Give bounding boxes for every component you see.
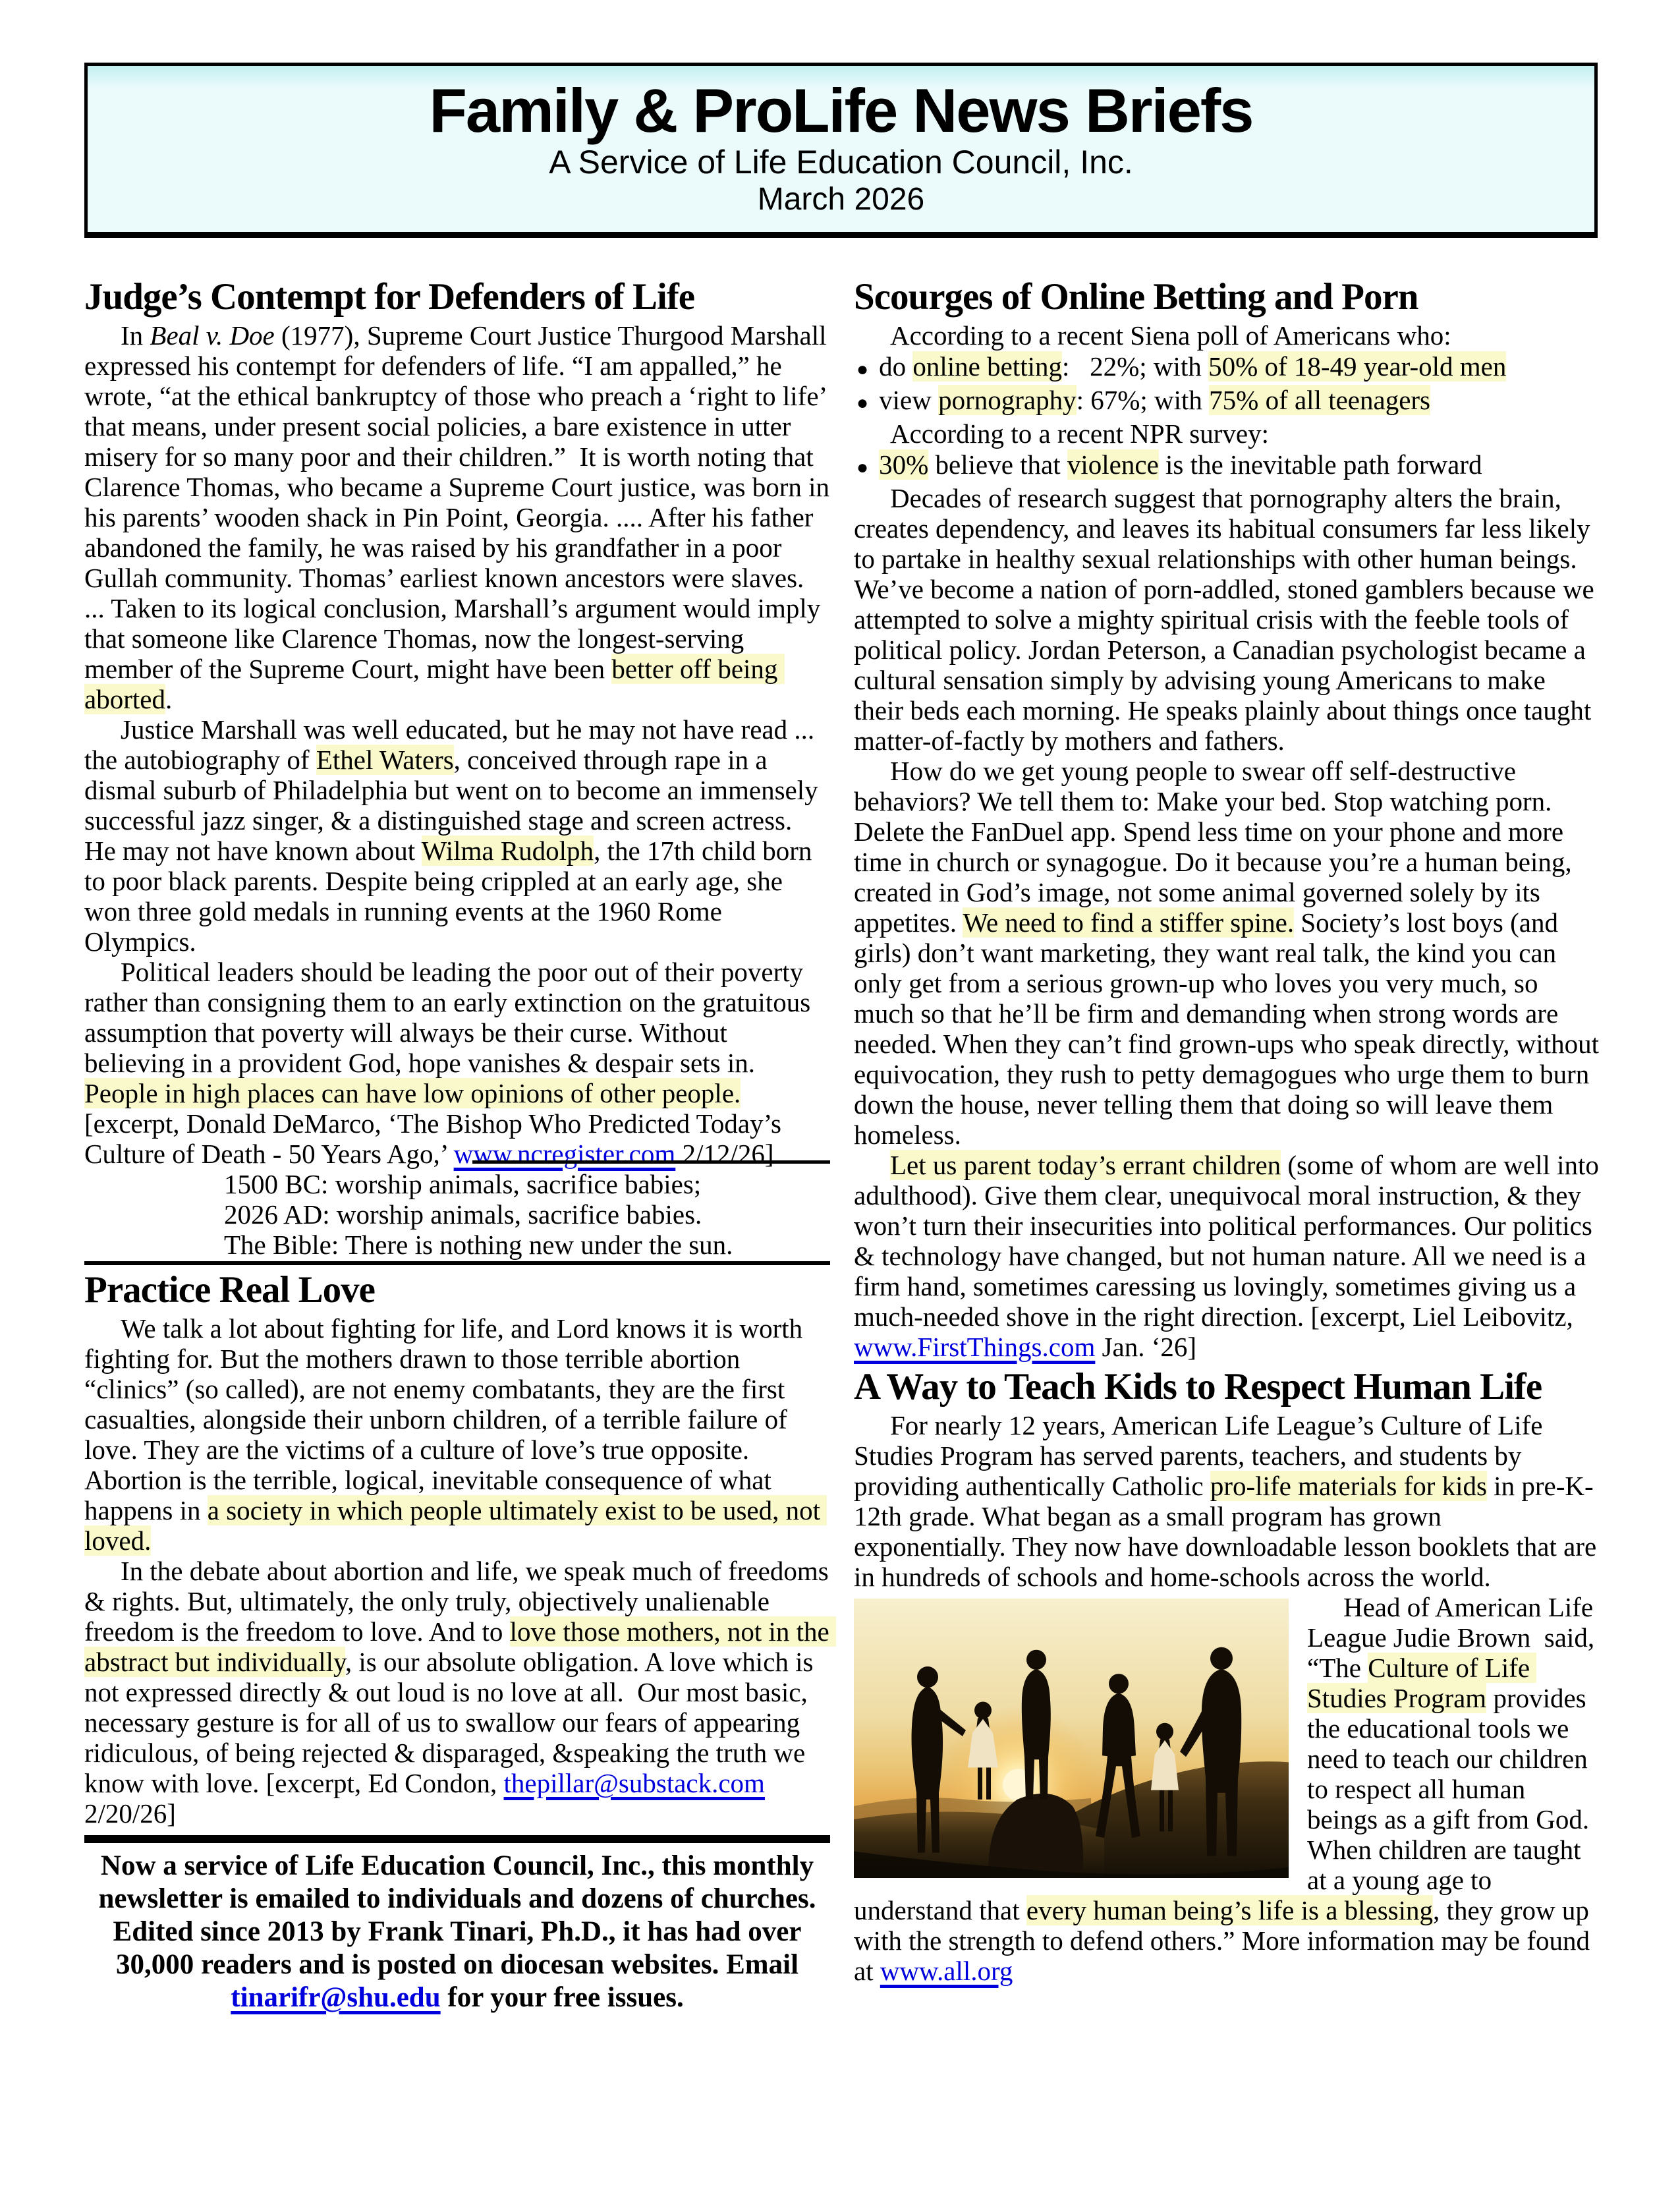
newsletter-subtitle: A Service of Life Education Council, Inc.	[549, 143, 1133, 181]
paragraph	[84, 1556, 836, 1829]
hyperlink[interactable]: tinarifr@shu.edu	[231, 1982, 441, 2014]
survey-intro-line	[854, 418, 1600, 449]
highlighted-text: better off being aborted	[84, 653, 785, 714]
poll-bullet-item	[854, 449, 1600, 483]
poll-bullet-text	[879, 385, 1600, 416]
poll-intro-line	[854, 320, 1600, 351]
text-run: (1977), Supreme Court Justice Thurgood Marshall expressed his contempt for defenders of life. “I am appalled,” he wrote, “at the ethical bankruptcy of those who preach a ‘right to life’ that means, under present social policies, a bare existence in utter misery for so many poor and their children.” It is worth noting that Clarence Thomas, who became a Supreme Court justice, was born in his parents’ wooden shack in Pin Point, Georgia. .... After his father abandoned the family, he was raised by his grandfather in a poor Gullah community. Thomas’ earliest known ancestors were slaves. ... Taken to its logical conclusion, Marshall’s argument would imply that someone like Clarence Thomas, now the longest-serving member of the Supreme Court, might have been	[84, 320, 837, 684]
highlighted-text: a society in which people ultimately exist to be used, not loved.	[84, 1495, 827, 1556]
bullet-icon: ●	[856, 358, 869, 380]
text-run: In the debate about abortion and life, we speak much of freedoms & rights. But, ultimately, the only truly, objectively unalienable freedom is the freedom to love. And to	[84, 1556, 835, 1647]
text-run: According to a recent NPR survey:	[890, 418, 1269, 449]
poll-bullet-item	[854, 385, 1600, 418]
paragraph	[854, 1410, 1604, 1593]
highlighted-text: Culture of Life Studies Program	[1307, 1653, 1537, 1714]
highlighted-text: People in high places can have low opinions of other people.	[84, 1077, 741, 1108]
highlighted-text: We need to find a stiffer spine.	[963, 907, 1295, 938]
text-run: [excerpt, Donald DeMarco, ‘The Bishop Who Predicted Today’s Culture of Death - 50 Years Ago,’	[84, 1077, 789, 1169]
text-run: Head of American Life League Judie Brown said, “The	[1307, 1592, 1602, 1684]
text-run: In	[121, 320, 150, 351]
text-run: view	[879, 384, 939, 415]
article-heading-scourges: Scourges of Online Betting and Porn	[854, 275, 1418, 318]
epigram-box	[84, 1169, 830, 1265]
text-run: Political leaders should be leading the poor out of their poverty rather than consigning them to an early extinction on the gratuitous assumption that poverty will always be their curse. Without believing in a provident God, hope vanishes & despair sets in.	[84, 956, 818, 1078]
family-silhouette-sunset-photo	[854, 1599, 1289, 1878]
text-run: 2/20/26]	[84, 1768, 772, 1829]
text-run: (some of whom are well into adulthood). Give them clear, unequivocal moral instruction, & they won’t turn their insecurities into political performances. Our politics & technology have changed, but not human nature. All we need is a firm hand, sometimes caressing us lovingly, sometimes giving us a much-needed shove in the right direction. [excerpt, Liel Leibovitz,	[854, 1149, 1606, 1332]
text-run: According to a recent Siena poll of Americans who:	[890, 320, 1451, 351]
epigram-line: The Bible: There is nothing new under the sun.	[224, 1229, 733, 1260]
highlighted-text: 30%	[879, 449, 929, 480]
text-run: How do we get young people to swear off self-destructive behaviors? We tell them to: Make your bed. Stop watching porn. Delete the FanDuel app. Spend less time on your phone and more time in church or synagogue. Do it because you’re a human being, created in God’s image, not some animal governed solely by its appetites.	[854, 755, 1579, 938]
bullet-icon: ●	[856, 391, 869, 414]
text-run: in pre-K-12th grade. What began as a small program has grown exponentially. They now have downloadable lesson booklets that are in hundreds of schools and home-schools across the world.	[854, 1471, 1604, 1593]
hyperlink[interactable]: www.ncregister.com	[453, 1138, 676, 1169]
text-run: believe that	[928, 449, 1067, 480]
issue-date: March 2026	[757, 181, 925, 217]
epigram-line: 1500 BC: worship animals, sacrifice babies;	[224, 1168, 702, 1199]
article-heading-judges-contempt: Judge’s Contempt for Defenders of Life	[84, 275, 695, 318]
text-run: For nearly 12 years, American Life League’s Culture of Life Studies Program has served parents, teachers, and students by providing authentically Catholic	[854, 1410, 1550, 1502]
text-run: .	[165, 683, 173, 714]
text-run: , is our absolute obligation. A love which is not expressed directly & out loud is no love at all. Our most basic, necessary gesture is for all of us to swallow our fears of appearing ridiculous, of being rejected & disparaged, &speaking the truth we know with love. [excerpt, Ed Condon,	[84, 1647, 820, 1799]
text-run: Jan. ‘26]	[1095, 1331, 1197, 1362]
text-run: Now a service of Life Education Council, Inc., this monthly newsletter is emailed to individuals and dozens of churches. Edited since 2013 by Frank Tinari, Ph.D., it has had over 30,000 readers and is posted on diocesan websites. Email	[98, 1850, 824, 1981]
text-run: Justice Marshall was well educated, but he may not have read ... the autobiography of	[84, 714, 822, 775]
epigram-line: 2026 AD: worship animals, sacrifice babies.	[224, 1199, 702, 1230]
left-column	[84, 272, 837, 2015]
highlighted-text: 75% of all teenagers	[1209, 384, 1430, 415]
poll-bullet-text	[879, 449, 1600, 480]
text-run: , the 17th child born to poor black parents. Despite being crippled at an early age, she won three gold medals in running events at the 1960 Rome Olympics.	[84, 835, 819, 957]
highlighted-text: love those mothers, not in the abstract but individually	[84, 1616, 836, 1678]
text-run: do	[879, 351, 913, 382]
text-run: : 67%; with	[1076, 384, 1210, 415]
photo-paragraph	[854, 1592, 1600, 1986]
highlighted-text: every human being’s life is a blessing	[1026, 1895, 1434, 1926]
newsletter-title: Family & ProLife News Briefs	[429, 76, 1253, 145]
highlighted-text: violence	[1067, 449, 1159, 480]
highlighted-text: online betting	[912, 351, 1062, 382]
text-run: for your free issues.	[440, 1982, 684, 2014]
paragraph	[854, 755, 1606, 1150]
paragraph	[84, 957, 830, 1169]
highlighted-text: 50% of 18-49 year-old men	[1208, 351, 1507, 382]
text-run: , conceived through rape in a dismal suburb of Philadelphia but went on to become an immensely successful jazz singer, & a distinguished stage and screen actress. He may not have known about	[84, 744, 825, 866]
paragraph	[84, 714, 830, 957]
text-run: , they grow up with the strength to defend others.” More information may be found at	[854, 1895, 1597, 1987]
newsletter-service-note	[84, 1835, 830, 2014]
highlighted-text: Ethel Waters	[316, 744, 454, 775]
hyperlink[interactable]: www.FirstThings.com	[854, 1331, 1096, 1362]
text-run: Decades of research suggest that pornography alters the brain, creates dependency, and leaves its habitual consumers far less likely to partake in healthy sexual relationships with other human beings. We’ve become a nation of porn-addled, stoned gamblers because we attempted to solve a mighty spiritual crisis with the feeble tools of political policy. Jordan Peterson, a Canadian psychologist became a cultural sensation simply by advising young Americans to make their beds each morning. He speaks plainly about things once taught matter-of-factly by mothers and fathers.	[854, 482, 1602, 756]
text-run: 2/12/26]	[675, 1138, 774, 1169]
paragraph	[854, 1149, 1606, 1362]
text-run: : 22%; with	[1061, 351, 1209, 382]
text-run: Society’s lost boys (and girls) don’t want marketing, they want real talk, the kind you can only get from a serious grown-up who loves you very much, so much so that he’ll be firm and demanding when strong words are needed. When they can’t find grown-ups who speak directly, without equivocation, they rush to petty demagogues who urge them to burn down the house, never telling them that doing so will leave them homeless.	[854, 907, 1606, 1150]
paragraph	[854, 483, 1600, 756]
right-column	[854, 272, 1606, 1987]
paragraph	[84, 1313, 830, 1556]
highlighted-text: Let us parent today’s errant children	[890, 1149, 1281, 1180]
bullet-icon: ●	[856, 456, 869, 478]
text-run: is the inevitable path forward	[1158, 449, 1482, 480]
text-run: Beal v. Doe	[150, 320, 275, 351]
page-body	[84, 272, 1606, 2015]
highlighted-text: pro-life materials for kids	[1210, 1471, 1487, 1502]
text-run: We talk a lot about fighting for life, and Lord knows it is worth fighting for. But the mothers drawn to those terrible abortion “clinics” (so called), are not enemy combatants, they are the first casualties, alongside their unborn children, of a terrible failure of love. They are the victims of a culture of love’s true opposite. Abortion is the terrible, logical, inevitable consequence of what happens in	[84, 1313, 810, 1526]
paragraph	[84, 320, 837, 714]
poll-bullet-item	[854, 351, 1600, 385]
text-run: provides the educational tools we need to teach our children to respect all human beings as a gift from God. When children are taught at a young age to understand that	[854, 1683, 1596, 1926]
article-heading-teach-kids: A Way to Teach Kids to Respect Human Life	[854, 1365, 1542, 1407]
hyperlink[interactable]: www.all.org	[880, 1956, 1013, 1987]
poll-bullet-text	[879, 351, 1600, 382]
highlighted-text: Wilma Rudolph	[421, 835, 594, 866]
highlighted-text: pornography	[938, 384, 1077, 415]
hyperlink[interactable]: thepillar@substack.com	[503, 1768, 765, 1799]
article-heading-practice-real-love: Practice Real Love	[84, 1268, 375, 1311]
horizontal-rule	[472, 1160, 830, 1164]
masthead	[84, 63, 1598, 238]
